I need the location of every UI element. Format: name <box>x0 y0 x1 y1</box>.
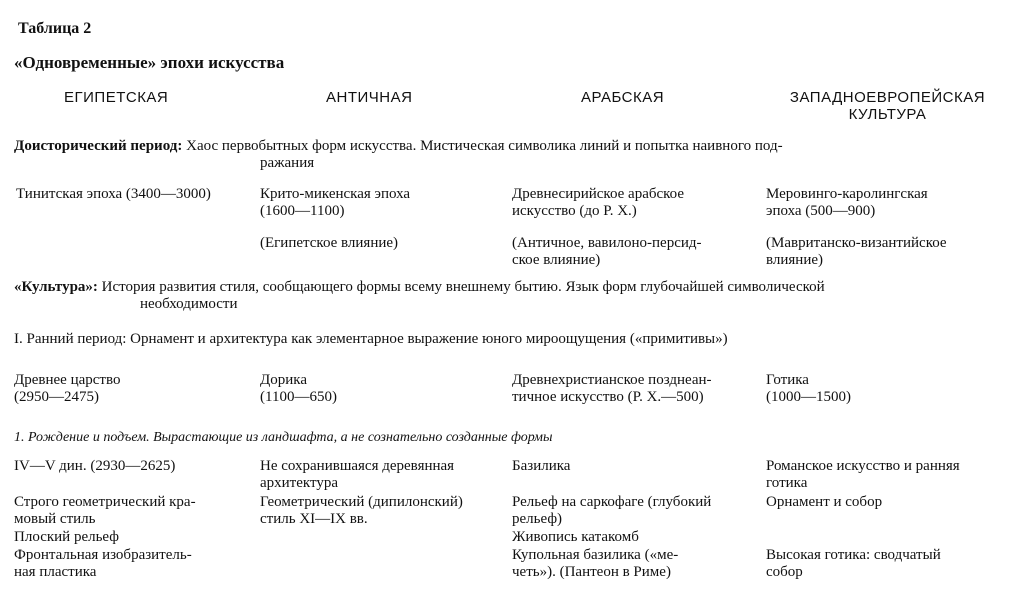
cell-r4-c2: Не сохранившаяся деревянная архитектура <box>260 458 455 491</box>
column-header-arabic: АРАБСКАЯ <box>581 89 665 106</box>
cell-r3-c1: Древнее царство (2950—2475) <box>14 372 121 405</box>
cell-r3-c3: Древнехристианское позднеан- тичное искусство (Р. Х.—500) <box>512 372 712 405</box>
culture-line1 <box>14 279 825 296</box>
cell-r7-c4: Высокая готика: сводчатый собор <box>766 547 941 580</box>
column-header-egyptian: ЕГИПЕТСКАЯ <box>64 89 169 106</box>
cell-r2-c4: (Мавританско-византийское влияние) <box>766 235 947 268</box>
cell-r5-c1: Строго геометрический кра- мовый стиль <box>14 494 196 527</box>
cell-r1-c1: Тинитская эпоха (3400—3000) <box>16 186 211 202</box>
culture-label: «Культура»: <box>14 279 98 295</box>
cell-r4-c4: Романское искусство и ранняя готика <box>766 458 960 491</box>
cell-r2-c3: (Античное, вавилоно-персид- ское влияние) <box>512 235 702 268</box>
cell-r7-c1: Фронтальная изобразитель- ная пластика <box>14 547 192 580</box>
cell-r1-c4: Меровинго-каролингская эпоха (500—900) <box>766 186 928 219</box>
column-header-western: ЗАПАДНОЕВРОПЕЙСКАЯ КУЛЬТУРА <box>789 89 986 123</box>
culture-line2: необходимости <box>140 296 238 312</box>
culture-text: История развития стиля, сообщающего формы всему внешнему бытию. Язык форм глубочайшей символической <box>101 279 825 295</box>
cell-r1-c2: Крито-микенская эпоха (1600—1100) <box>260 186 411 219</box>
cell-r3-c4: Готика (1000—1500) <box>766 372 851 405</box>
cell-r6-c3: Живопись катакомб <box>512 529 639 545</box>
prehistoric-line1 <box>14 138 783 155</box>
cell-r2-c2: (Египетское влияние) <box>260 235 399 251</box>
column-header-antique: АНТИЧНАЯ <box>326 89 413 106</box>
table-label: Таблица 2 <box>18 20 92 37</box>
cell-r5-c3: Рельеф на саркофаге (глубокий рельеф) <box>512 494 712 527</box>
cell-r7-c3: Купольная базилика («ме- четь»). (Пантеон в Риме) <box>512 547 679 580</box>
page-title: «Одновременные» эпохи искусства <box>14 53 285 72</box>
cell-r6-c1: Плоский рельеф <box>14 529 119 545</box>
cell-r4-c3: Базилика <box>512 458 571 474</box>
cell-r5-c4: Орнамент и собор <box>766 494 883 510</box>
cell-r5-c2: Геометрический (дипилонский) стиль XI—IX вв. <box>260 494 463 527</box>
cell-r3-c2: Дорика (1100—650) <box>260 372 337 405</box>
cell-r4-c1: IV—V дин. (2930—2625) <box>14 458 176 474</box>
early-period-heading: I. Ранний период: Орнамент и архитектура как элементарное выражение юного мироощущения («примитивы») <box>14 331 728 347</box>
prehistoric-label: Доисторический период: <box>14 138 183 154</box>
cell-r1-c3: Древнесирийское арабское искусство (до Р. Х.) <box>512 186 685 219</box>
subsection-heading: 1. Рождение и подъем. Вырастающие из ландшафта, а не сознательно созданные формы <box>14 430 553 445</box>
prehistoric-text: Хаос первобытных форм искусства. Мистическая символика линий и попытка наивного под- <box>186 138 783 154</box>
prehistoric-line2: ражания <box>260 155 315 171</box>
